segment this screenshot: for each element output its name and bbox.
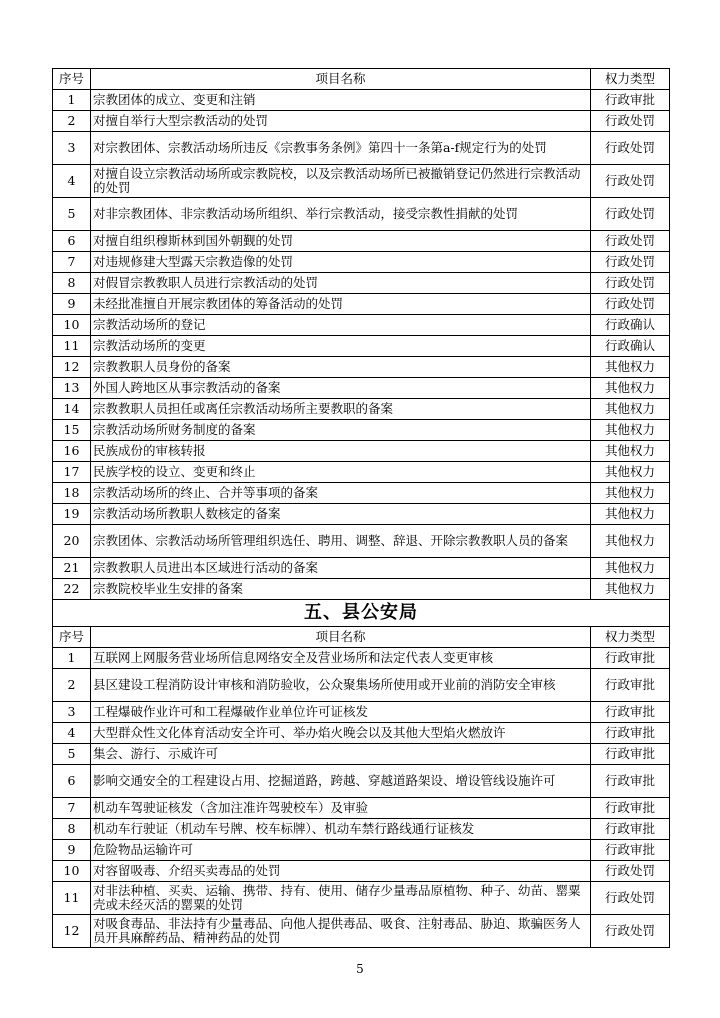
item-name: 对假冒宗教教职人员进行宗教活动的处罚 [91, 273, 591, 294]
power-type: 行政审批 [591, 744, 670, 765]
item-name: 宗教团体的成立、变更和注销 [91, 90, 591, 111]
table-row [53, 231, 670, 252]
row-number: 5 [53, 744, 91, 765]
row-number: 11 [53, 336, 91, 357]
row-number: 4 [53, 165, 91, 198]
item-name: 机动车行驶证（机动车号牌、校车标牌）、机动车禁行路线通行证核发 [91, 819, 591, 840]
item-name: 宗教团体、宗教活动场所管理组织选任、聘用、调整、辞退、开除宗教教职人员的备案 [91, 525, 591, 558]
table-row [53, 798, 670, 819]
power-type: 行政处罚 [591, 231, 670, 252]
table-row [53, 294, 670, 315]
item-name: 宗教活动场所财务制度的备案 [91, 420, 591, 441]
power-type: 行政确认 [591, 336, 670, 357]
power-type: 行政处罚 [591, 132, 670, 165]
item-name: 宗教活动场所教职人数核定的备案 [91, 504, 591, 525]
item-name: 对擅自设立宗教活动场所或宗教院校，以及宗教活动场所已被撤销登记仍然进行宗教活动的处罚 [91, 165, 591, 198]
header-name: 项目名称 [91, 627, 591, 648]
power-type: 行政处罚 [591, 882, 670, 915]
row-number: 12 [53, 357, 91, 378]
row-number: 14 [53, 399, 91, 420]
power-type: 其他权力 [591, 483, 670, 504]
power-type: 行政处罚 [591, 294, 670, 315]
item-name: 集会、游行、示威许可 [91, 744, 591, 765]
table-row [53, 483, 670, 504]
table-body [53, 69, 670, 948]
item-name: 县区建设工程消防设计审核和消防验收，公众聚集场所使用或开业前的消防安全审核 [91, 669, 591, 702]
row-number: 10 [53, 861, 91, 882]
item-name: 宗教活动场所的变更 [91, 336, 591, 357]
table-row [53, 315, 670, 336]
power-type: 其他权力 [591, 462, 670, 483]
header-row [53, 627, 670, 648]
row-number: 2 [53, 111, 91, 132]
row-number: 1 [53, 648, 91, 669]
table-row [53, 441, 670, 462]
table-row [53, 648, 670, 669]
table-row [53, 765, 670, 798]
row-number: 7 [53, 798, 91, 819]
item-name: 机动车驾驶证核发（含加注准许驾驶校车）及审验 [91, 798, 591, 819]
table-row [53, 504, 670, 525]
table-row [53, 840, 670, 861]
table-row [53, 579, 670, 600]
row-number: 8 [53, 273, 91, 294]
row-number: 12 [53, 915, 91, 948]
row-number: 4 [53, 723, 91, 744]
item-name: 宗教教职人员担任或离任宗教活动场所主要教职的备案 [91, 399, 591, 420]
row-number: 1 [53, 90, 91, 111]
power-type: 行政处罚 [591, 111, 670, 132]
power-type: 其他权力 [591, 525, 670, 558]
item-name: 宗教活动场所的终止、合并等事项的备案 [91, 483, 591, 504]
row-number: 21 [53, 558, 91, 579]
table-row [53, 723, 670, 744]
item-name: 对容留吸毒、介绍买卖毒品的处罚 [91, 861, 591, 882]
header-num: 序号 [53, 627, 91, 648]
section-title: 五、县公安局 [53, 600, 670, 627]
table-row [53, 165, 670, 198]
power-type: 行政审批 [591, 648, 670, 669]
item-name: 对吸食毒品、非法持有少量毒品、向他人提供毒品、吸食、注射毒品、胁迫、欺骗医务人员开具麻醉药品、精神药品的处罚 [91, 915, 591, 948]
item-name: 对擅自举行大型宗教活动的处罚 [91, 111, 591, 132]
table-row [53, 198, 670, 231]
table-row [53, 558, 670, 579]
power-type: 行政审批 [591, 819, 670, 840]
power-type: 行政审批 [591, 798, 670, 819]
power-list-table [52, 68, 670, 948]
row-number: 6 [53, 765, 91, 798]
item-name: 宗教教职人员进出本区域进行活动的备案 [91, 558, 591, 579]
row-number: 22 [53, 579, 91, 600]
table-row [53, 132, 670, 165]
header-name: 项目名称 [91, 69, 591, 90]
power-type: 行政处罚 [591, 198, 670, 231]
row-number: 7 [53, 252, 91, 273]
row-number: 3 [53, 702, 91, 723]
header-row [53, 69, 670, 90]
table-row [53, 399, 670, 420]
power-type: 其他权力 [591, 399, 670, 420]
power-type: 其他权力 [591, 441, 670, 462]
item-name: 民族成份的审核转报 [91, 441, 591, 462]
item-name: 影响交通安全的工程建设占用、挖掘道路，跨越、穿越道路架设、增设管线设施许可 [91, 765, 591, 798]
power-type: 行政处罚 [591, 273, 670, 294]
item-name: 对擅自组织穆斯林到国外朝觐的处罚 [91, 231, 591, 252]
row-number: 9 [53, 840, 91, 861]
item-name: 宗教教职人员身份的备案 [91, 357, 591, 378]
power-type: 行政审批 [591, 669, 670, 702]
power-type: 其他权力 [591, 558, 670, 579]
item-name: 外国人跨地区从事宗教活动的备案 [91, 378, 591, 399]
table-row [53, 861, 670, 882]
power-type: 行政审批 [591, 90, 670, 111]
item-name: 对非法种植、买卖、运输、携带、持有、使用、储存少量毒品原植物、种子、幼苗、罂粟壳或未经灭活的罂粟的处罚 [91, 882, 591, 915]
table-row [53, 882, 670, 915]
row-number: 6 [53, 231, 91, 252]
row-number: 10 [53, 315, 91, 336]
power-type: 行政确认 [591, 315, 670, 336]
item-name: 宗教活动场所的登记 [91, 315, 591, 336]
row-number: 11 [53, 882, 91, 915]
page-number: 5 [356, 962, 364, 976]
power-type: 其他权力 [591, 420, 670, 441]
power-type: 其他权力 [591, 357, 670, 378]
item-name: 互联网上网服务营业场所信息网络安全及营业场所和法定代表人变更审核 [91, 648, 591, 669]
table-row [53, 111, 670, 132]
row-number: 2 [53, 669, 91, 702]
item-name: 工程爆破作业许可和工程爆破作业单位许可证核发 [91, 702, 591, 723]
table-row [53, 420, 670, 441]
power-type: 行政审批 [591, 840, 670, 861]
item-name: 对违规修建大型露天宗教造像的处罚 [91, 252, 591, 273]
row-number: 15 [53, 420, 91, 441]
table-row [53, 819, 670, 840]
table-row [53, 462, 670, 483]
table-row [53, 357, 670, 378]
item-name: 大型群众性文化体育活动安全许可、举办焰火晚会以及其他大型焰火燃放许 [91, 723, 591, 744]
item-name: 未经批准擅自开展宗教团体的筹备活动的处罚 [91, 294, 591, 315]
table-row [53, 378, 670, 399]
power-type: 行政处罚 [591, 915, 670, 948]
row-number: 5 [53, 198, 91, 231]
power-type: 其他权力 [591, 579, 670, 600]
table-row [53, 90, 670, 111]
table-row [53, 273, 670, 294]
item-name: 对非宗教团体、非宗教活动场所组织、举行宗教活动，接受宗教性捐献的处罚 [91, 198, 591, 231]
power-type: 其他权力 [591, 504, 670, 525]
row-number: 8 [53, 819, 91, 840]
row-number: 9 [53, 294, 91, 315]
table-row [53, 915, 670, 948]
table-row [53, 252, 670, 273]
header-power: 权力类型 [591, 627, 670, 648]
power-type: 行政审批 [591, 702, 670, 723]
power-type: 行政处罚 [591, 165, 670, 198]
table-row [53, 702, 670, 723]
row-number: 3 [53, 132, 91, 165]
power-type: 行政处罚 [591, 861, 670, 882]
section-title-row [53, 600, 670, 627]
item-name: 宗教院校毕业生安排的备案 [91, 579, 591, 600]
table-row [53, 525, 670, 558]
power-type: 行政处罚 [591, 252, 670, 273]
row-number: 18 [53, 483, 91, 504]
item-name: 危险物品运输许可 [91, 840, 591, 861]
table-row [53, 336, 670, 357]
power-type: 行政审批 [591, 723, 670, 744]
item-name: 民族学校的设立、变更和终止 [91, 462, 591, 483]
row-number: 13 [53, 378, 91, 399]
power-type: 行政审批 [591, 765, 670, 798]
row-number: 16 [53, 441, 91, 462]
table-row [53, 744, 670, 765]
header-power: 权力类型 [591, 69, 670, 90]
row-number: 19 [53, 504, 91, 525]
header-num: 序号 [53, 69, 91, 90]
row-number: 20 [53, 525, 91, 558]
row-number: 17 [53, 462, 91, 483]
power-type: 其他权力 [591, 378, 670, 399]
item-name: 对宗教团体、宗教活动场所违反《宗教事务条例》第四十一条第a-f规定行为的处罚 [91, 132, 591, 165]
table-row [53, 669, 670, 702]
